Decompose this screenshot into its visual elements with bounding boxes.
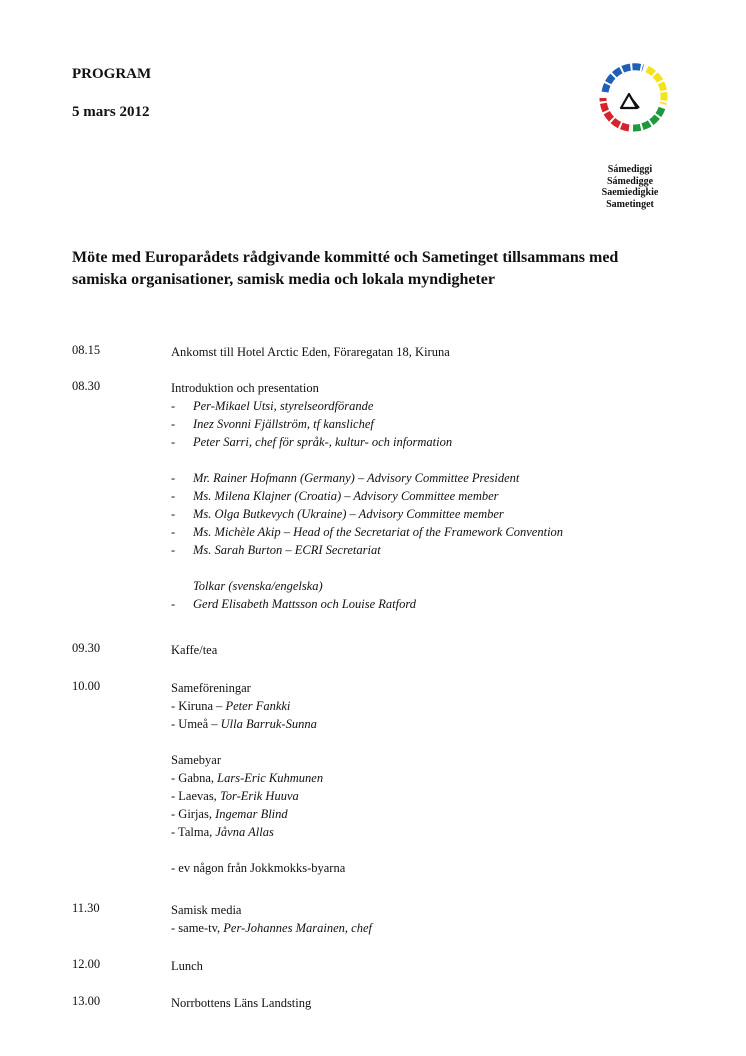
person: Jåvna Allas — [215, 825, 274, 839]
document-title: Möte med Europarådets rådgivande kommitté och Sametinget tillsammans med samiska organisationer, samisk media och lokala myndigheter — [72, 249, 619, 288]
time: 09.30 — [72, 641, 101, 655]
item-heading: Samisk media — [171, 903, 242, 917]
item-text: Norrbottens Läns Landsting — [171, 996, 312, 1010]
person: Lars-Eric Kuhmunen — [217, 771, 324, 785]
time: 13.00 — [72, 994, 101, 1008]
logo-name-2: Sámedigge — [606, 175, 654, 187]
time: 12.00 — [72, 957, 101, 971]
person: Peter Fankki — [225, 699, 291, 713]
participant: Gerd Elisabeth Mattsson och Louise Ratford — [193, 597, 417, 611]
item-text: Kaffe/tea — [171, 643, 218, 657]
time: 08.30 — [72, 379, 101, 393]
participant: Ms. Olga Butkevych (Ukraine) – Advisory Committee member — [193, 507, 504, 521]
program-heading: PROGRAM — [72, 66, 152, 82]
participant: Ms. Sarah Burton – ECRI Secretariat — [193, 543, 381, 557]
logo-name-1: Sámediggi — [607, 164, 653, 175]
logo-name-4: Sametinget — [606, 198, 654, 210]
person: Per-Johannes Marainen, chef — [223, 921, 372, 935]
item-heading: Introduktion och presentation — [171, 381, 319, 395]
place: - Girjas, — [171, 807, 216, 821]
sametinget-logo-icon — [597, 60, 669, 142]
time: 08.15 — [72, 343, 101, 357]
place: - Gabna, — [171, 771, 218, 785]
time: 10.00 — [72, 679, 101, 693]
person: Ingemar Blind — [215, 807, 288, 821]
place: - Talma, — [171, 825, 216, 839]
time: 11.30 — [72, 901, 100, 915]
item-text: Lunch — [171, 959, 203, 973]
item-text: Ankomst till Hotel Arctic Eden, Föraregatan 18, Kiruna — [171, 345, 450, 359]
interpreters-label: Tolkar (svenska/engelska) — [193, 579, 323, 593]
participant: Per-Mikael Utsi, styrelseordförande — [193, 399, 374, 413]
participant: Ms. Milena Klajner (Croatia) – Advisory Committee member — [193, 489, 499, 503]
logo-names — [600, 164, 660, 210]
item-note: - ev någon från Jokkmokks-byarna — [171, 861, 346, 875]
participant: Inez Svonni Fjällström, tf kanslichef — [193, 417, 374, 431]
place: - Kiruna – — [171, 699, 226, 713]
item-heading: Sameföreningar — [171, 681, 251, 695]
place: - Laevas, — [171, 789, 220, 803]
program-date: 5 mars 2012 — [72, 104, 150, 120]
person: Ulla Barruk-Sunna — [220, 717, 317, 731]
participant: Mr. Rainer Hofmann (Germany) – Advisory Committee President — [193, 471, 520, 485]
person: Tor-Erik Huuva — [219, 789, 299, 803]
item-heading: Samebyar — [171, 753, 221, 767]
place: - Umeå – — [171, 717, 221, 731]
place: - same-tv, — [171, 921, 224, 935]
participant: Peter Sarri, chef för språk-, kultur- och information — [193, 435, 453, 449]
logo-name-3: Saemiedigkie — [601, 187, 659, 198]
participant: Ms. Michèle Akip – Head of the Secretariat of the Framework Convention — [193, 525, 564, 539]
